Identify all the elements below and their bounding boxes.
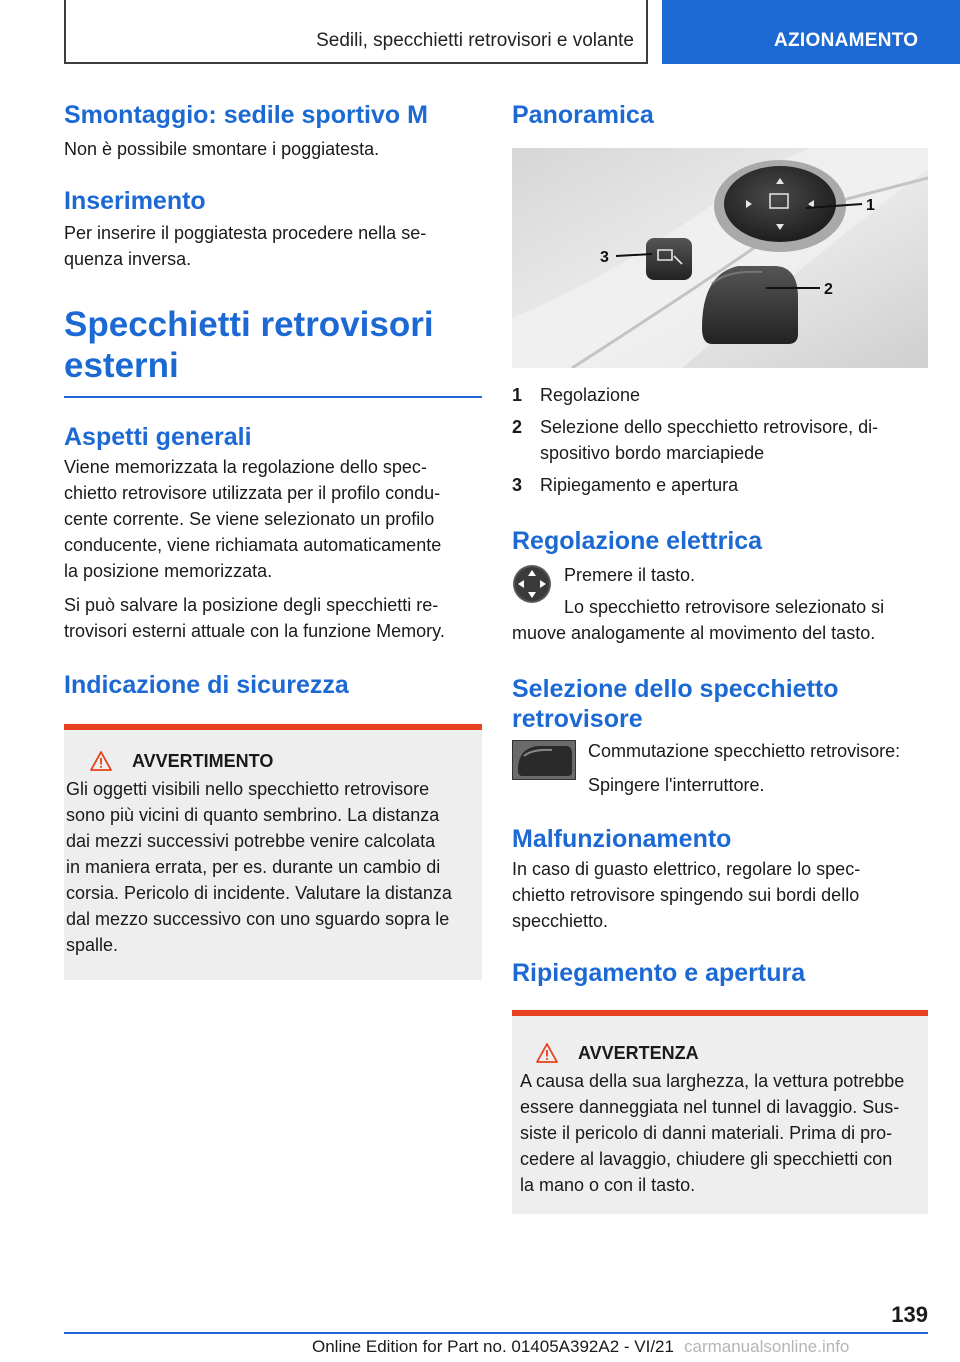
selezione-block [512, 738, 928, 800]
heading-panoramica: Panoramica [512, 101, 654, 129]
text-line: essere danneggiata nel tunnel di lavaggio. Sus- [520, 1097, 900, 1117]
legend-number: 1 [512, 385, 523, 405]
heading-selezione [512, 674, 928, 734]
text-line: conducente, viene richiamata automaticamente [64, 535, 442, 555]
heading-aspetti: Aspetti generali [64, 423, 252, 451]
text-line: Si può salvare la posizione degli specchietti re- [64, 595, 439, 615]
text-aspetti-1 [64, 454, 482, 584]
figure-callout-1: 1 [866, 197, 875, 214]
heading-malfunzionamento: Malfunzionamento [512, 825, 732, 853]
main-heading-line: Specchietti retrovisori [64, 305, 434, 344]
text-line: Premere il tasto. [564, 565, 696, 585]
regolazione-block [512, 562, 928, 646]
header-chapter-tab [662, 0, 960, 64]
heading-line: Selezione dello specchietto [512, 675, 839, 703]
main-heading-line: esterni [64, 346, 179, 385]
text-aspetti-2 [64, 592, 482, 644]
legend-text: Ripiegamento e apertura [540, 475, 739, 495]
text-line: Lo specchietto retrovisore selezionato si [564, 597, 885, 617]
text-line: corsia. Pericolo di incidente. Valutare la distanza [66, 883, 452, 903]
text-line: dai mezzi successivi potrebbe venire calcolata [66, 831, 436, 851]
text-line: trovisori esterni attuale con la funzione Memory. [64, 621, 445, 641]
text-line: la posizione memorizzata. [64, 561, 273, 581]
text-line: spalle. [66, 935, 119, 955]
legend-number: 2 [512, 417, 523, 437]
mirror-switch-icon [512, 740, 576, 780]
text-inserimento [64, 220, 482, 272]
text-line: dal mezzo successivo con uno sguardo sopra le [66, 909, 450, 929]
text-line: sono più vicini di quanto sembrino. La distanza [66, 805, 440, 825]
heading-line: retrovisore [512, 705, 643, 733]
text-line: cedere al lavaggio, chiudere gli specchietti con [520, 1149, 893, 1169]
text-smontaggio: Non è possibile smontare i poggiatesta. [64, 139, 380, 159]
text-line: cente corrente. Se viene selezionato un profilo [64, 509, 435, 529]
warning-box [512, 1010, 928, 1214]
text-line: siste il pericolo di danni materiali. Prima di pro- [520, 1123, 893, 1143]
legend-item [512, 472, 928, 498]
text-line: specchietto. [512, 911, 609, 931]
figure-callout-3: 3 [600, 249, 609, 266]
warning-title: AVVERTENZA [578, 1043, 699, 1063]
legend-text [540, 414, 878, 466]
text-line: Viene memorizzata la regolazione dello spec- [64, 457, 427, 477]
heading-rule [64, 396, 482, 398]
warning-header [66, 748, 476, 774]
text-line: Selezione dello specchietto retrovisore, di- [540, 417, 879, 437]
legend-text: Regolazione [540, 385, 641, 405]
page-number: 139 [891, 1302, 928, 1327]
text-line: In caso di guasto elettrico, regolare lo spec- [512, 859, 861, 879]
warning-title: AVVERTIMENTO [132, 751, 274, 771]
warning-text [520, 1068, 924, 1198]
directional-pad-icon [512, 564, 552, 604]
text-line: la mano o con il tasto. [520, 1175, 696, 1195]
text-line: Gli oggetti visibili nello specchietto retrovisore [66, 779, 430, 799]
footer-rule [64, 1332, 928, 1334]
figure-callout-2: 2 [824, 281, 833, 298]
warning-header [520, 1040, 924, 1066]
text-line: Spingere l'interruttore. [588, 775, 765, 795]
watermark-text: carmanualsonline.info [684, 1337, 850, 1356]
warning-text [66, 776, 476, 958]
text-line: Per inserire il poggiatesta procedere nella se- [64, 223, 427, 243]
legend-item [512, 382, 928, 408]
right-column [512, 100, 928, 1214]
text-line: in maniera errata, per es. durante un cambio di [66, 857, 441, 877]
heading-inserimento: Inserimento [64, 187, 206, 215]
text-line: spositivo bordo marciapiede [540, 443, 765, 463]
figure-legend [512, 382, 928, 498]
heading-regolazione: Regolazione elettrica [512, 527, 763, 555]
main-heading [64, 304, 482, 386]
text-line: quenza inversa. [64, 249, 192, 269]
text-line: chietto retrovisore spingendo sui bordi dello [512, 885, 860, 905]
warning-box [64, 724, 482, 980]
header-chapter-title: AZIONAMENTO [774, 30, 919, 51]
text-malfunzionamento [512, 856, 928, 934]
header-section-box [64, 0, 648, 64]
legend-item [512, 414, 928, 466]
warning-triangle-icon [90, 751, 112, 771]
legend-number: 3 [512, 475, 523, 495]
heading-ripiegamento: Ripiegamento e apertura [512, 959, 806, 987]
warning-triangle-icon [536, 1043, 558, 1063]
heading-smontaggio: Smontaggio: sedile sportivo M [64, 101, 428, 129]
heading-sicurezza: Indicazione di sicurezza [64, 671, 349, 699]
text-line: muove analogamente al movimento del tasto. [512, 623, 876, 643]
text-line: chietto retrovisore utilizzata per il profilo condu- [64, 483, 441, 503]
left-column [64, 100, 482, 980]
mirror-controls-figure [512, 148, 928, 368]
text-line: A causa della sua larghezza, la vettura potrebbe [520, 1071, 905, 1091]
header-section-title: Sedili, specchietti retrovisori e volante [316, 30, 634, 51]
edition-text: Online Edition for Part no. 01405A392A2 - VI/21 [312, 1337, 674, 1356]
text-line: Commutazione specchietto retrovisore: [588, 741, 901, 761]
